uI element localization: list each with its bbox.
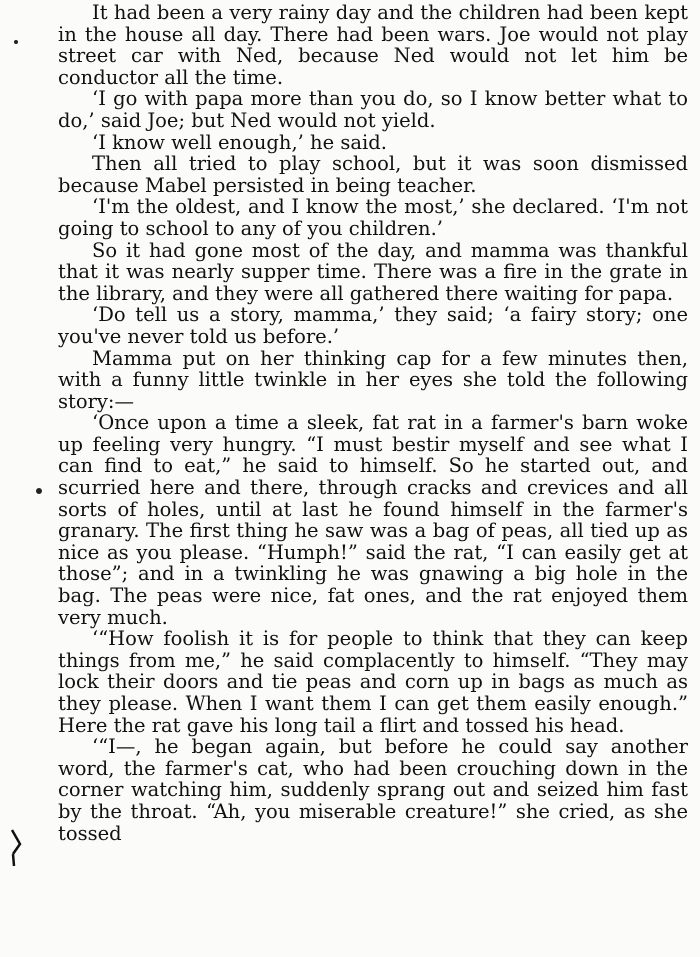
paragraph-9: ‘Once upon a time a sleek, fat rat in a farmer's barn woke up feeling very hungry. “I must bestir myself and see what I can find to eat,” he said to himself. So he started out, and scurried here and there, through cracks and crevices and all sorts of holes, until at last he found himself in the farmer's granary. The first thing he saw was a bag of peas, all tied up as nice as you please. “Humph!” said the rat, “I can easily get at those”; and in a twinkling he was gnawing a big hole in the bag. The peas were nice, fat ones, and the rat enjoyed them very much. (58, 411, 688, 629)
paragraph-2: ‘I go with papa more than you do, so I know better what to do,’ said Joe; but Ned would not yield. (58, 87, 688, 132)
margin-ink-mark (10, 828, 22, 868)
paragraph-6: So it had gone most of the day, and mamma was thankful that it was nearly supper time. There was a fire in the grate in the library, and they were all gathered there waiting for papa. (58, 238, 688, 305)
paragraph-8: Mamma put on her thinking cap for a few minutes then, with a funny little twinkle in her eyes she told the following story:— (58, 346, 688, 413)
paragraph-10: ‘“How foolish it is for people to think that they can keep things from me,” he said complacently to himself. “They may lock their doors and tie peas and corn up in bags as much as they please. When I want them I can get them easily enough.” Here the rat gave his long tail a flirt and tossed his head. (58, 627, 688, 737)
paragraph-4: Then all tried to play school, but it was soon dismissed because Mabel persisted in being teacher. (58, 152, 688, 197)
story-text-column (58, 2, 688, 844)
paragraph-11: ‘“I—, he began again, but before he could say another word, the farmer's cat, who had been crouching down in the corner watching him, suddenly sprang out and seized him fast by the throat. “Ah, you miserable creature!” she cried, as she tossed (58, 735, 688, 845)
paragraph-5: ‘I'm the oldest, and I know the most,’ she declared. ‘I'm not going to school to any of you children.’ (58, 195, 688, 240)
paragraph-3: ‘I know well enough,’ he said. (92, 130, 387, 154)
ink-speck-middle (36, 488, 42, 494)
paragraph-1: It had been a very rainy day and the children had been kept in the house all day. There had been wars. Joe would not play street car with Ned, because Ned would not let him be conductor all the time. (58, 1, 688, 89)
paragraph-7: ‘Do tell us a story, mamma,’ they said; ‘a fairy story; one you've never told us before.’ (58, 303, 688, 348)
ink-speck-top (14, 40, 18, 44)
